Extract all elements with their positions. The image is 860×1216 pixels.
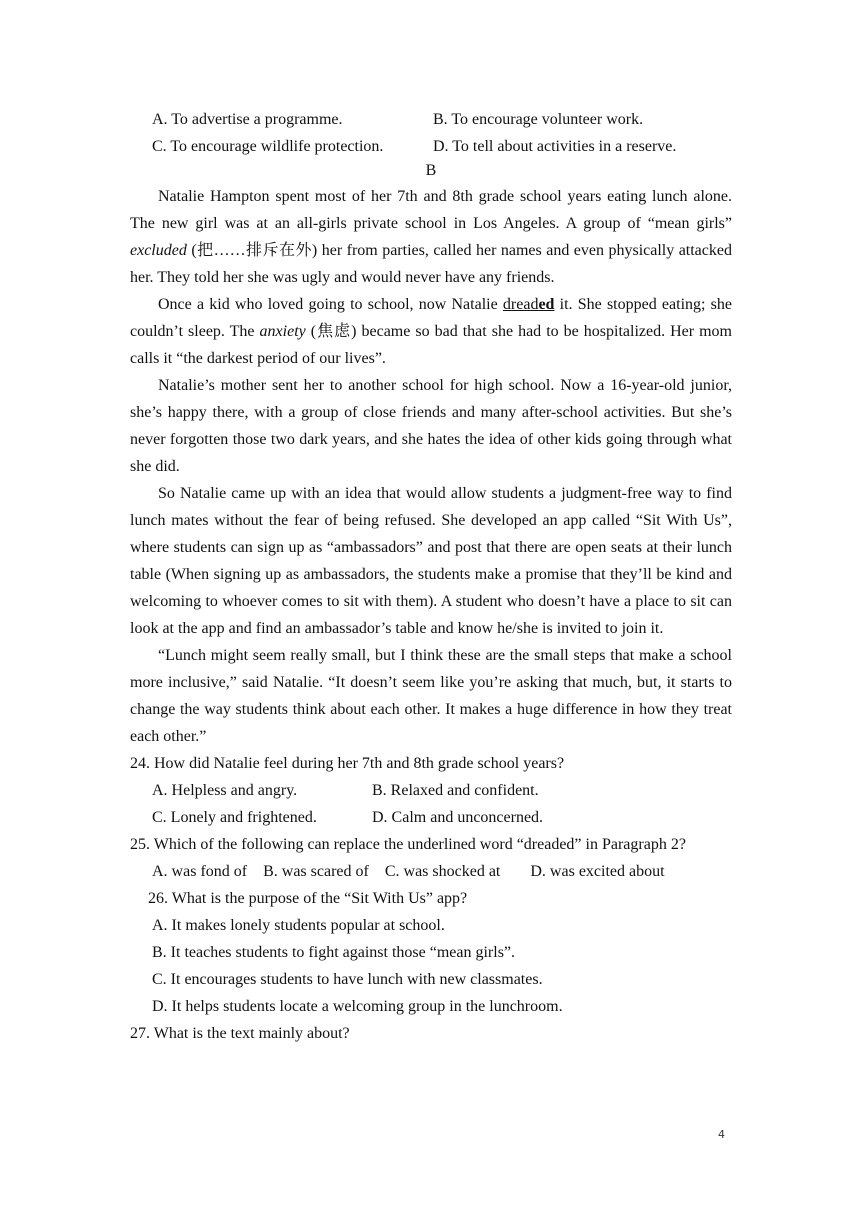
option-a: A. To advertise a programme. <box>152 111 343 128</box>
prev-options-row-2 <box>130 133 732 160</box>
page-number: 4 <box>718 1128 725 1141</box>
underlined-word-dreaded <box>503 296 555 313</box>
paragraph-1-text: Natalie Hampton spent most of her 7th and 8th grade school years eating lunch alone. The new girl was at an all-girls private school in Los Angeles. A group of “mean girls” <box>130 188 732 232</box>
paragraph-2-start: Once a kid who loved going to school, now Natalie <box>158 296 503 313</box>
question-25-stem: 25. Which of the following can replace the underlined word “dreaded” in Paragraph 2? <box>130 836 686 853</box>
underlined-word-suffix: ed <box>538 296 555 313</box>
question-24-options-row-2 <box>130 804 732 831</box>
option-d: D. To tell about activities in a reserve. <box>433 138 677 155</box>
q26-option-c: C. It encourages students to have lunch with new classmates. <box>152 971 543 988</box>
q24-option-b: B. Relaxed and confident. <box>372 782 539 799</box>
question-25-options <box>130 858 732 885</box>
paragraph-2-mid: it. She stopped eating; she couldn’t sleep. The <box>130 296 733 340</box>
gloss-anxiety: (焦虑) <box>305 323 357 340</box>
question-24-stem: 24. How did Natalie feel during her 7th and 8th grade school years? <box>130 755 565 772</box>
paragraph-2 <box>130 291 732 372</box>
q25-option-c: C. was shocked at <box>384 863 501 880</box>
q24-option-d: D. Calm and unconcerned. <box>372 809 544 826</box>
glossed-word-excluded: excluded <box>130 242 187 259</box>
gloss-excluded: (把……排斥在外) <box>186 242 318 259</box>
q25-option-a: A. was fond of <box>152 863 248 880</box>
question-26-stem: 26. What is the purpose of the “Sit With Us” app? <box>148 890 468 907</box>
q24-option-c: C. Lonely and frightened. <box>152 809 317 826</box>
q25-option-d: D. was excited about <box>530 863 665 880</box>
section-label: B <box>425 162 437 179</box>
question-27-stem: 27. What is the text mainly about? <box>130 1025 350 1042</box>
underlined-word-stem: dread <box>502 296 539 313</box>
paragraph-1-rest: her from parties, called her names and even physically attacked her. They told her she was ugly and would never have any friends. <box>130 242 732 286</box>
option-c: C. To encourage wildlife protection. <box>152 138 384 155</box>
q26-option-b: B. It teaches students to fight against those “mean girls”. <box>152 944 516 961</box>
q25-option-b: B. was scared of <box>263 863 369 880</box>
paragraph-5: “Lunch might seem really small, but I think these are the small steps that make a school more inclusive,” said Natalie. “It doesn’t seem like you’re asking that much, but, it starts to change the way students think about each other. It makes a huge difference in how they treat each other.” <box>130 647 732 745</box>
option-b: B. To encourage volunteer work. <box>433 111 644 128</box>
paragraph-3: Natalie’s mother sent her to another school for high school. Now a 16-year-old junior, she’s happy there, with a group of close friends and many after-school activities. But she’s never forgotten those two dark years, and she hates the idea of other kids going through what she did. <box>130 377 732 475</box>
q26-option-d: D. It helps students locate a welcoming group in the lunchroom. <box>152 998 563 1015</box>
prev-options-row-1 <box>130 106 732 133</box>
glossed-word-anxiety: anxiety <box>259 323 306 340</box>
q26-option-a: A. It makes lonely students popular at school. <box>152 917 445 934</box>
paragraph-1 <box>130 183 732 291</box>
page-content <box>130 106 732 1047</box>
paragraph-4: So Natalie came up with an idea that would allow students a judgment-free way to find lunch mates without the fear of being refused. She developed an app called “Sit With Us”, where students can sign up as “ambassadors” and post that there are open seats at their lunch table (When signing up as ambassadors, the students make a promise that they’ll be kind and welcoming to whoever comes to sit with them). A student who doesn’t have a place to sit can look at the app and find an ambassador’s table and know he/she is invited to join it. <box>130 485 732 637</box>
question-24-options-row-1 <box>130 777 732 804</box>
paragraph-2-end: became so bad that she had to be hospitalized. Her mom calls it “the darkest period of our lives”. <box>130 323 732 367</box>
q24-option-a: A. Helpless and angry. <box>152 782 298 799</box>
